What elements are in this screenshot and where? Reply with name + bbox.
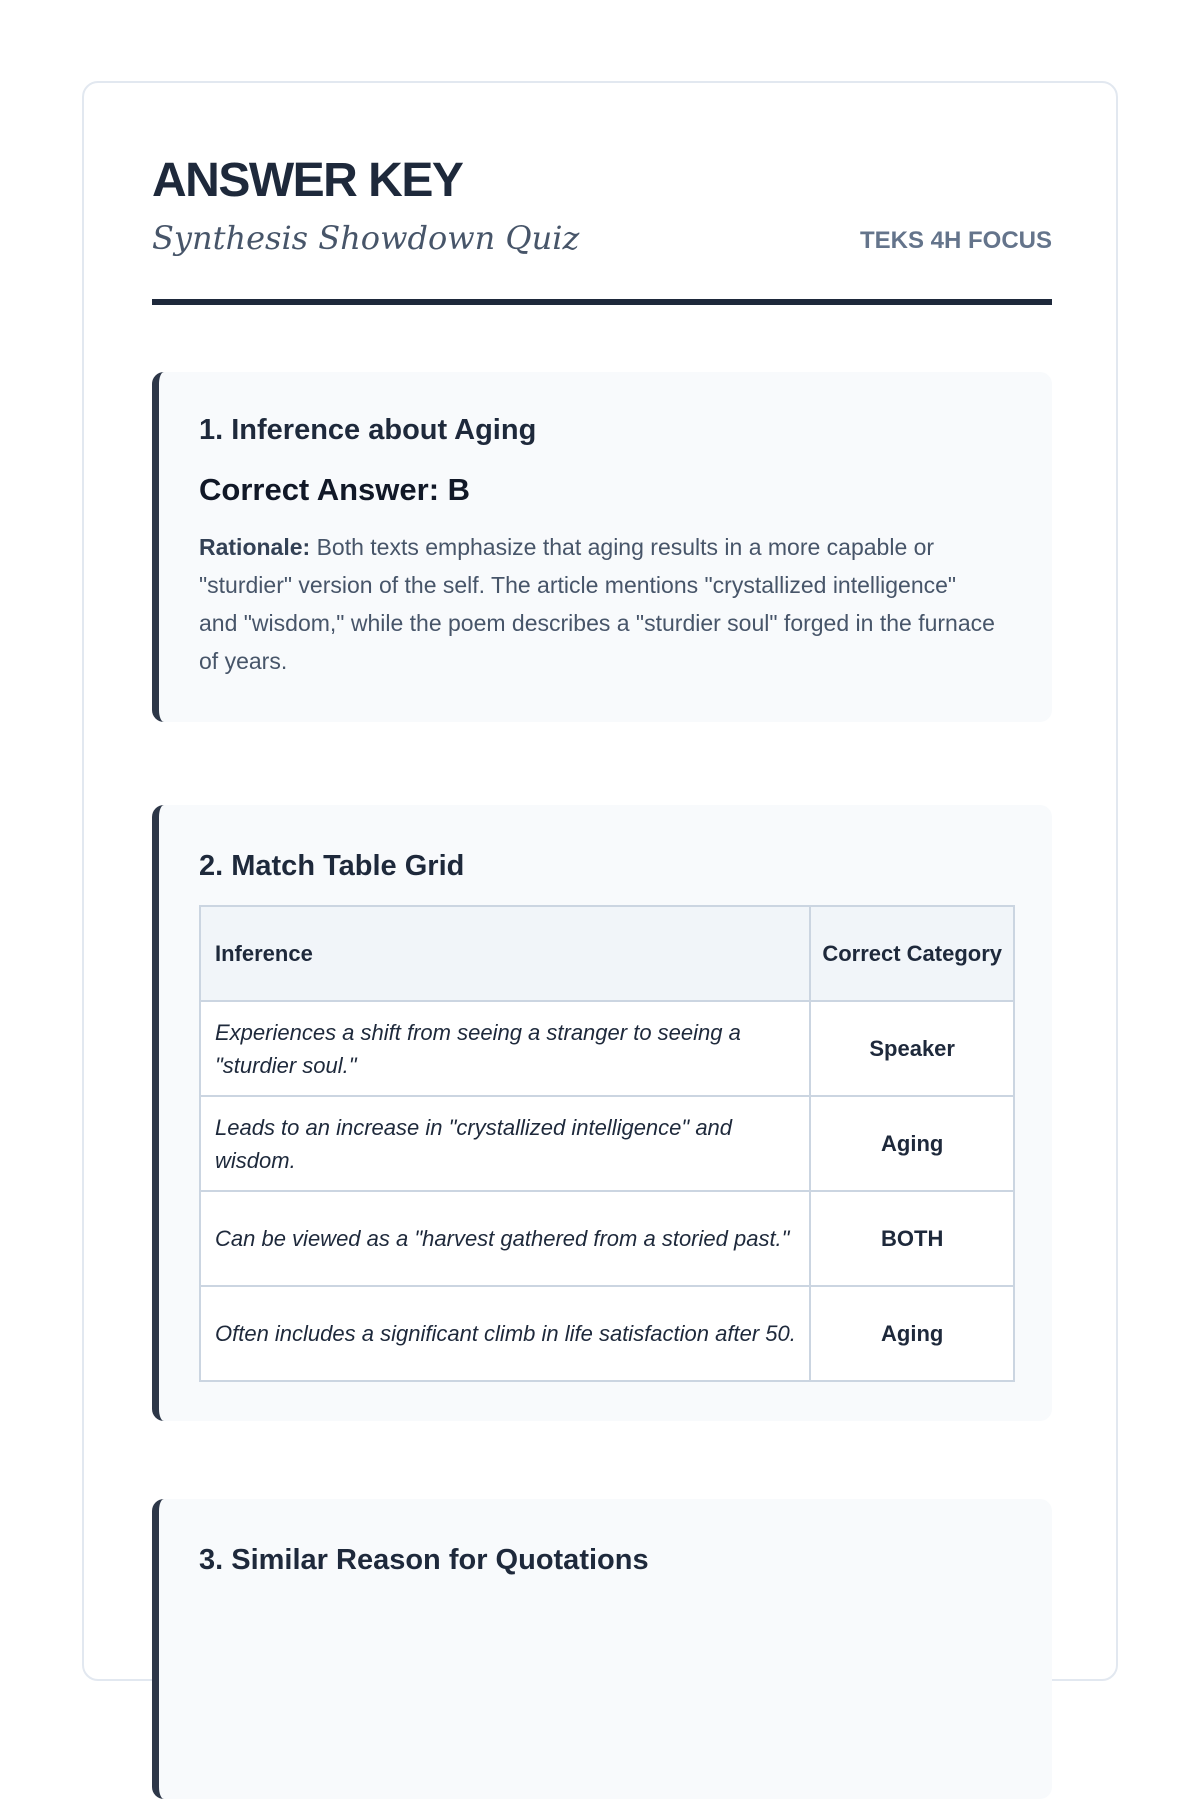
answer-key-card [82, 81, 1118, 1681]
inference-cell: Can be viewed as a "harvest gathered from a storied past." [200, 1191, 810, 1286]
category-cell: BOTH [810, 1191, 1014, 1286]
section-heading: 3. Similar Reason for Quotations [199, 1544, 649, 1576]
inference-cell: Often includes a significant climb in life satisfaction after 50. [200, 1286, 810, 1381]
category-cell: Aging [810, 1286, 1014, 1381]
table-row [200, 1001, 1014, 1096]
section-heading: 2. Match Table Grid [199, 850, 465, 882]
category-cell: Speaker [810, 1001, 1014, 1096]
inference-cell: Leads to an increase in "crystallized intelligence" and wisdom. [200, 1096, 810, 1191]
rationale-body: Both texts emphasize that aging results in a more capable or "sturdier" version of the self. The article mentions "crystallized intelligence" and "wisdom," while the poem describes a "sturdier soul" forged in the furnace of years. [199, 534, 995, 674]
section-quotations [152, 1499, 1052, 1799]
match-table [199, 905, 1015, 1382]
column-header-category: Correct Category [810, 906, 1014, 1001]
table-header-row [200, 906, 1014, 1001]
table-row [200, 1096, 1014, 1191]
rationale-text [199, 528, 999, 680]
table-row [200, 1191, 1014, 1286]
rationale-label: Rationale: [199, 534, 311, 560]
header-divider [152, 299, 1052, 305]
category-cell: Aging [810, 1096, 1014, 1191]
table-row [200, 1286, 1014, 1381]
correct-answer: Correct Answer: B [199, 472, 471, 507]
section-match-table [152, 805, 1052, 1421]
column-header-inference: Inference [200, 906, 810, 1001]
quiz-subtitle: Synthesis Showdown Quiz [152, 219, 580, 257]
section-inference-aging [152, 372, 1052, 722]
page-title: ANSWER KEY [152, 154, 463, 207]
section-heading: 1. Inference about Aging [199, 414, 537, 446]
inference-cell: Experiences a shift from seeing a stranger to seeing a "sturdier soul." [200, 1001, 810, 1096]
teks-focus-tag: TEKS 4H FOCUS [859, 227, 1052, 254]
